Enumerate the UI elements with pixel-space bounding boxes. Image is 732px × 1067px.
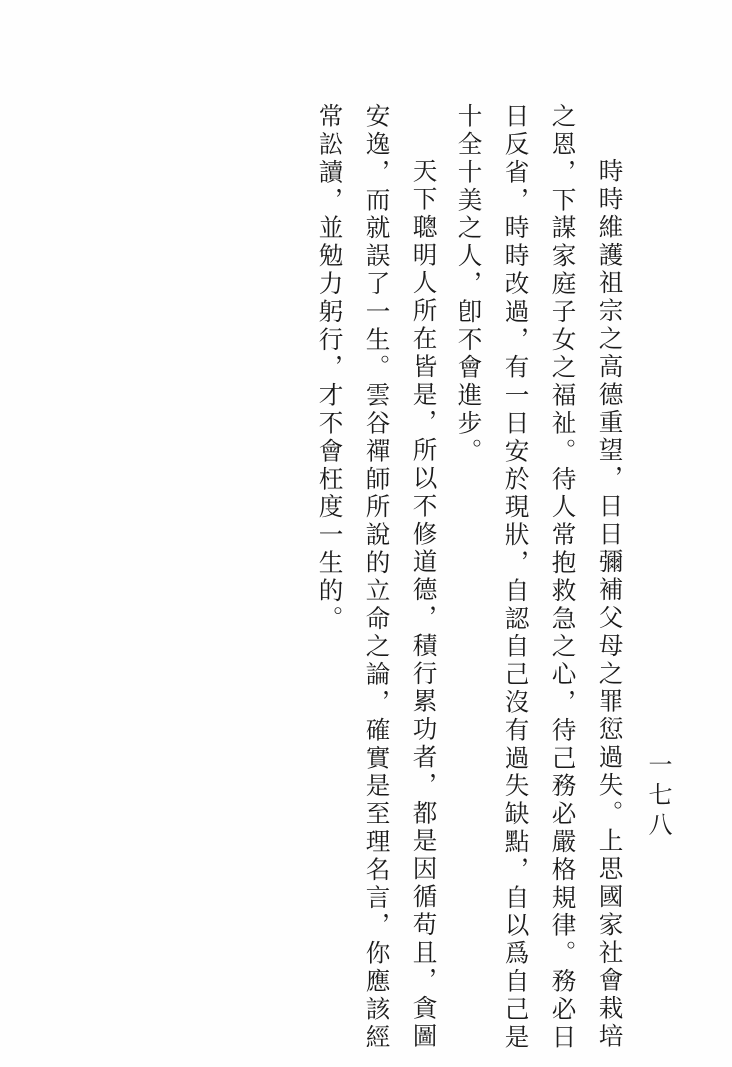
text-column-5: 天下聰明人所在皆是，所以不修道德，積行累功者，都是因循苟且，貪圖 (409, 158, 439, 1051)
page-number: 一七八 (644, 752, 672, 842)
text-column-2: 之恩，下謀家庭子女之福祉。待人常抱救急之心，待己務必嚴格規律。務必日 (548, 103, 578, 1052)
text-column-1: 時時維護祖宗之高德重望，日日彌補父母之罪愆過失。上思國家社會栽培 (595, 158, 625, 1051)
text-column-6: 安逸，而就誤了一生。雲谷禪師所說的立命之論，確實是至理名言，你應該經 (362, 103, 392, 1052)
text-column-7: 常訟讀，並勉力躬行，才不會枉度一生的。 (315, 103, 345, 634)
text-column-4: 十全十美之人，卽不會進步。 (454, 103, 484, 466)
text-column-3: 日反省，時時改過，有一日安於現狀，自認自己沒有過失缺點，自以爲自己是 (501, 103, 531, 1052)
